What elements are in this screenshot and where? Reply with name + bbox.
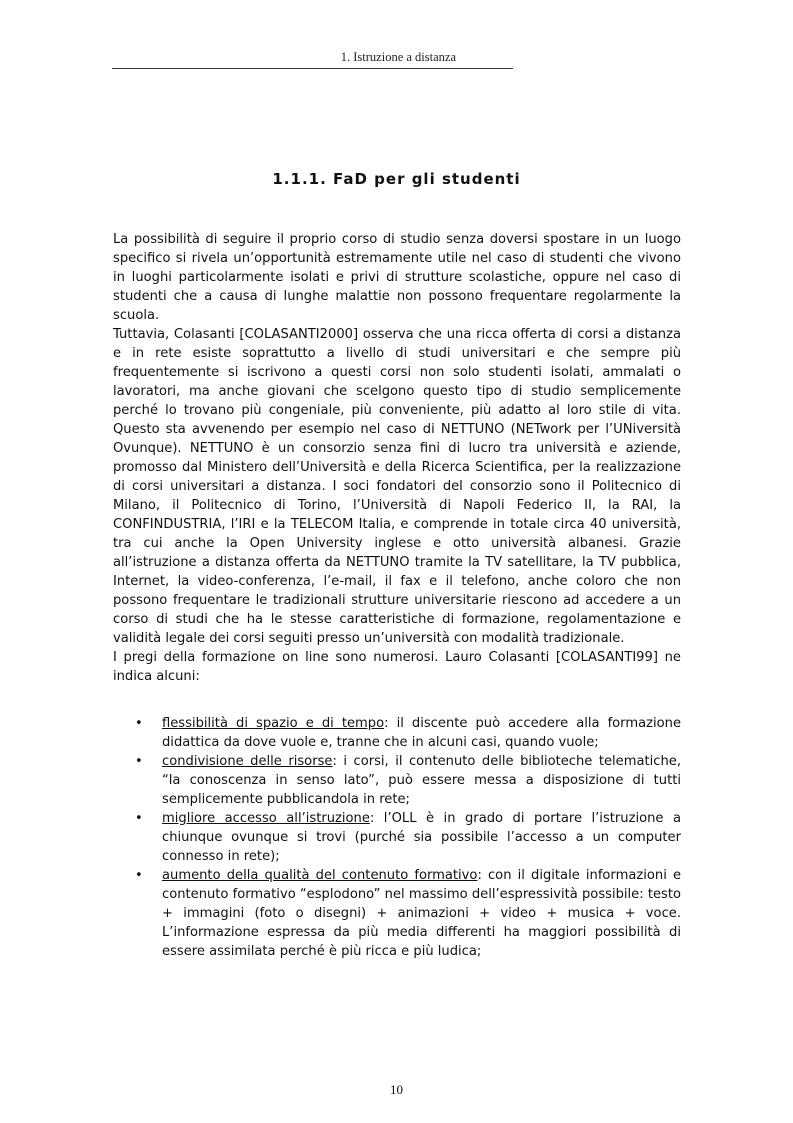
paragraph-pregi: I pregi della formazione on line sono numerosi. Lauro Colasanti [COLASANTI99] ne indica alcuni: bbox=[113, 650, 681, 684]
page-number: 10 bbox=[390, 1082, 403, 1097]
bullet-icon: • bbox=[135, 868, 143, 883]
bullet-icon: • bbox=[135, 754, 143, 769]
body-text bbox=[113, 230, 681, 686]
list-item-text: : l’OLL è in grado di portare l’istruzione a chiunque ovunque si trovi (purché sia possibile l’accesso a un computer connesso in rete); bbox=[162, 811, 681, 864]
paragraph-intro: La possibilità di seguire il proprio corso di studio senza doversi spostare in un luogo specifico si rivela un’opportunità estremamente utile nel caso di studenti che vivono in luoghi particolarmente isolati e privi di strutture scolastiche, oppure nel caso di studenti che a causa di lunghe malattie non possono frequentare regolarmente la scuola. bbox=[113, 232, 681, 323]
list-item-text: : il discente può accedere alla formazione didattica da dove vuole e, tranne che in alcuni casi, quando vuole; bbox=[162, 716, 681, 750]
list-item bbox=[113, 714, 681, 752]
list-item bbox=[113, 752, 681, 809]
list-item bbox=[113, 809, 681, 866]
section-title: 1.1.1. FaD per gli studenti bbox=[272, 170, 521, 188]
list-item-term: migliore accesso all’istruzione bbox=[162, 811, 370, 826]
list-item-term: flessibilità di spazio e di tempo bbox=[162, 716, 385, 731]
list-item-term: condivisione delle risorse bbox=[162, 754, 333, 769]
header-rule bbox=[112, 68, 513, 69]
list-item-text: : i corsi, il contenuto delle biblioteche telematiche, “la conoscenza in senso lato”, può essere messa a disposizione di tutti semplicemente pubblicandola in rete; bbox=[162, 754, 681, 807]
advantages-list bbox=[113, 714, 681, 961]
paragraph-nettuno: Tuttavia, Colasanti [COLASANTI2000] osserva che una ricca offerta di corsi a distanza e in rete esiste soprattutto a livello di studi universitari e che sempre più frequentemente si iscrivono a questi corsi non solo studenti isolati, ammalati o lavoratori, ma anche giovani che scelgono questo tipo di studio semplicemente perché lo trovano più congeniale, più conveniente, più adatto al loro stile di vita. Questo sta avvenendo per esempio nel caso di NETTUNO (NETwork per l’UNiversità Ovunque). NETTUNO è un consorzio senza fini di lucro tra università e aziende, promosso dal Ministero dell’Università e della Ricerca Scientifica, per la realizzazione di corsi universitari a distanza. I soci fondatori del consorzio sono il Politecnico di Milano, il Politecnico di Torino, l’Università di Napoli Federico II, la RAI, la CONFINDUSTRIA, l’IRI e la TELECOM Italia, e comprende in totale circa 40 università, tra cui anche la Open University inglese e otto università albanesi. Grazie all’istruzione a distanza offerta da NETTUNO tramite la TV satellitare, la TV pubblica, Internet, la video-conferenza, l’e-mail, il fax e il telefono, anche coloro che non possono frequentare le tradizionali strutture universitarie riescono ad accedere a un corso di studi che ha le stesse caratteristiche di formazione, regolamentazione e validità legale dei corsi seguiti presso un’università con modalità tradizionale. bbox=[113, 327, 681, 646]
list-item-text: : con il digitale informazioni e contenuto formativo “esplodono” nel massimo dell’espressività possibile: testo + immagini (foto o disegni) + animazioni + video + musica + voce. L’informazione espressa da più media differenti ha maggiori possibilità di essere assimilata perché è più ricca e più ludica; bbox=[162, 868, 682, 959]
list-item bbox=[113, 866, 681, 961]
bullet-icon: • bbox=[135, 811, 143, 826]
bullet-icon: • bbox=[135, 716, 143, 731]
list-item-term: aumento della qualità del contenuto formativo bbox=[162, 868, 478, 883]
running-header: 1. Istruzione a distanza bbox=[340, 50, 456, 64]
